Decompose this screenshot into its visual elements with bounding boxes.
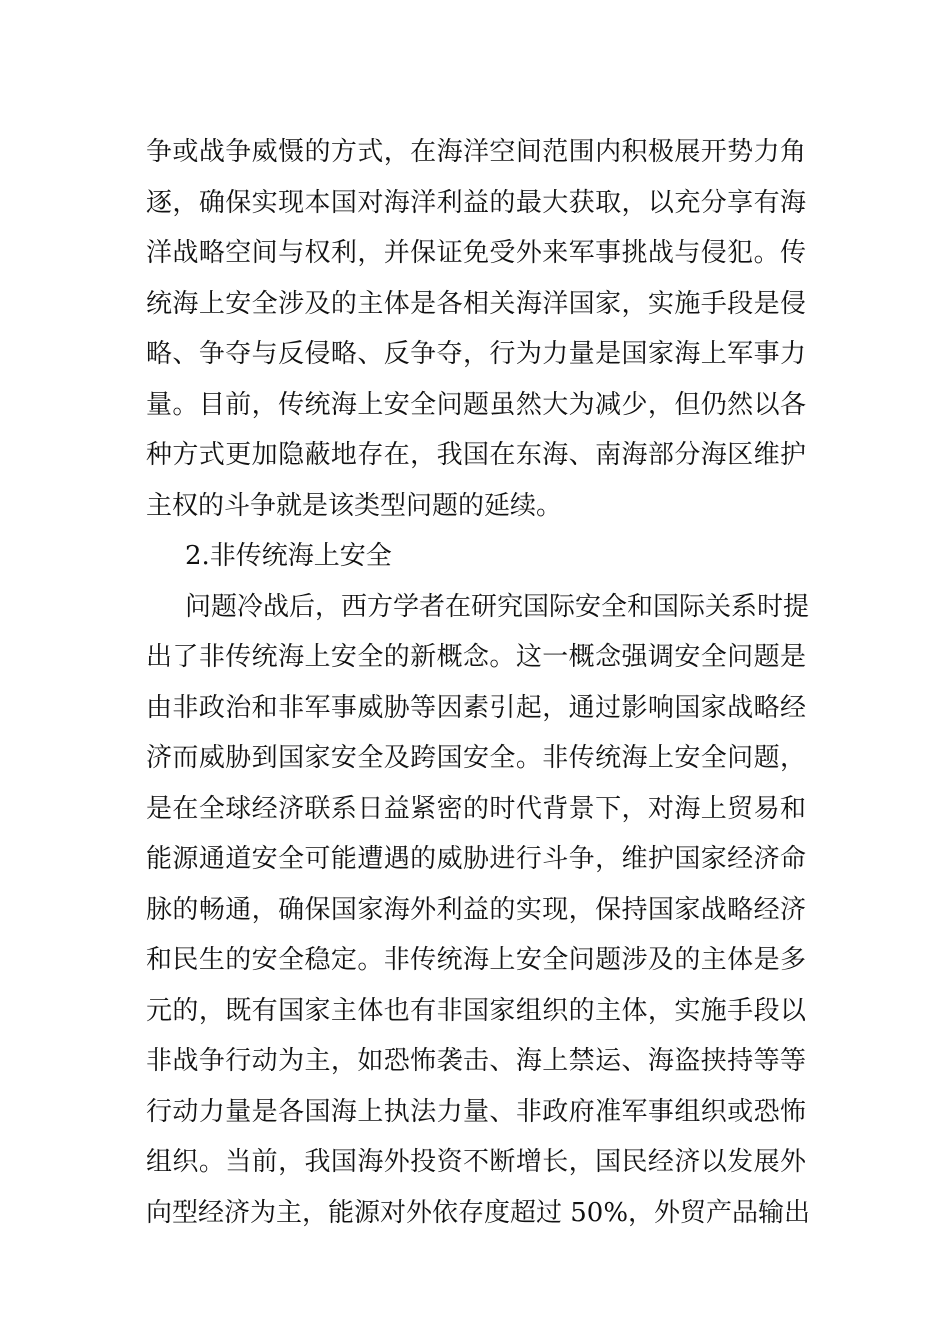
paragraph-non-traditional-maritime-security	[146, 582, 811, 1239]
text-line: 主权的斗争就是该类型问题的延续。	[146, 490, 563, 521]
text-line: 和民生的安全稳定。非传统海上安全问题涉及的主体是多	[146, 945, 806, 975]
text-line: 济而威胁到国家安全及跨国安全。非传统海上安全问题，	[146, 743, 806, 773]
paragraph-traditional-maritime-security	[146, 127, 806, 531]
text-line: 行动力量是各国海上执法力量、非政府准军事组织或恐怖	[146, 1096, 806, 1127]
text-line: 问题冷战后，西方学者在研究国际安全和国际关系时提	[185, 591, 810, 622]
text-line: 由非政治和非军事威胁等因素引起，通过影响国家战略经	[146, 692, 806, 723]
text-line: 种方式更加隐蔽地存在，我国在东海、南海部分海区维护	[146, 440, 806, 470]
text-line: 统海上安全涉及的主体是各相关海洋国家，实施手段是侵	[146, 288, 806, 319]
text-line: 组织。当前，我国海外投资不断增长，国民经济以发展外	[146, 1147, 806, 1177]
text-line: 逐，确保实现本国对海洋利益的最大获取，以充分享有海	[146, 187, 806, 218]
text-line: 向型经济为主，能源对外依存度超过 50%，外贸产品输出	[146, 1197, 811, 1228]
text-line: 争或战争威慑的方式，在海洋空间范围内积极展开势力角	[146, 137, 806, 167]
text-line: 能源通道安全可能遭遇的威胁进行斗争，维护国家经济命	[146, 844, 806, 874]
text-line: 是在全球经济联系日益紧密的时代背景下，对海上贸易和	[146, 793, 806, 824]
text-line: 量。目前，传统海上安全问题虽然大为减少，但仍然以各	[146, 389, 806, 420]
document-body	[146, 127, 811, 1238]
text-line: 脉的畅通，确保国家海外利益的实现，保持国家战略经济	[146, 894, 806, 925]
text-line: 元的，既有国家主体也有非国家组织的主体，实施手段以	[146, 995, 806, 1026]
text-line: 非战争行动为主，如恐怖袭击、海上禁运、海盗挟持等等	[146, 1046, 806, 1076]
section-heading: 2.非传统海上安全	[185, 541, 392, 571]
text-line: 略、争夺与反侵略、反争夺，行为力量是国家海上军事力	[146, 339, 806, 369]
text-line: 洋战略空间与权利，并保证免受外来军事挑战与侵犯。传	[146, 238, 806, 268]
text-line: 出了非传统海上安全的新概念。这一概念强调安全问题是	[146, 642, 806, 672]
